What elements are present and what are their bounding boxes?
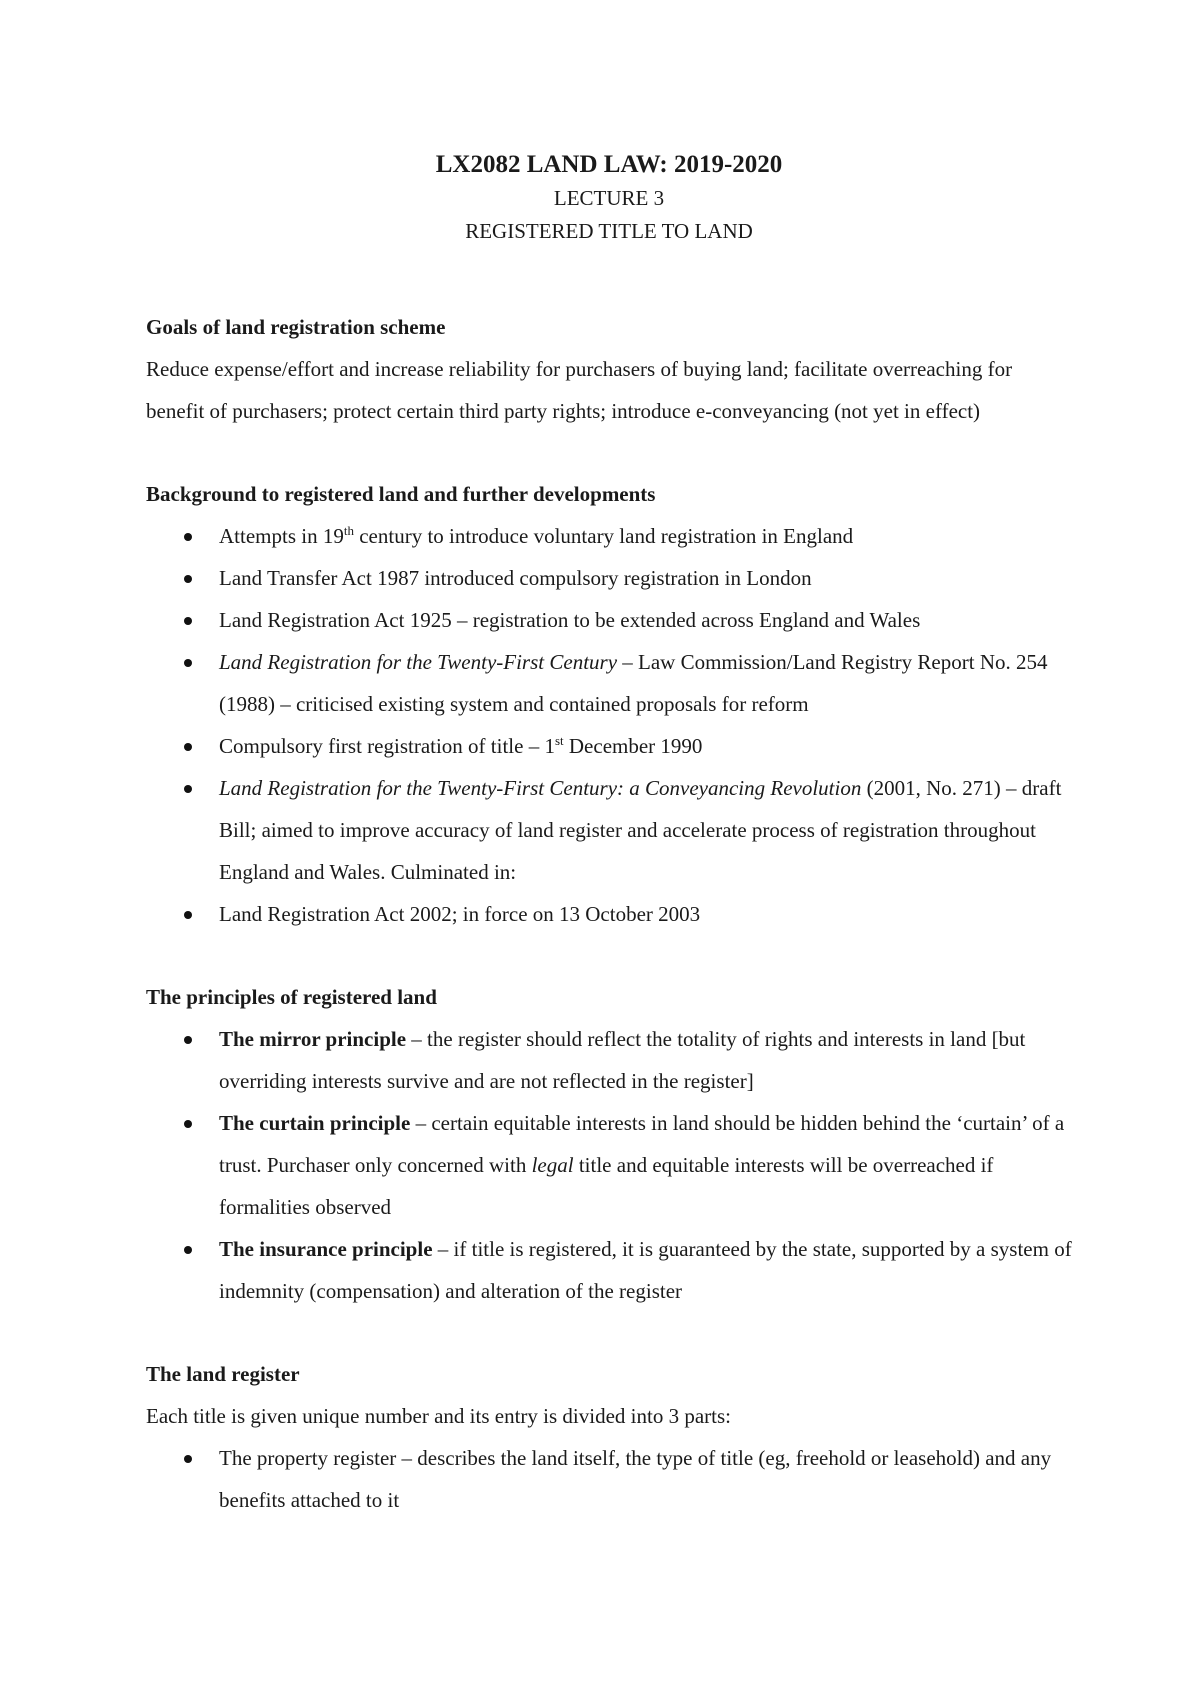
list-item — [146, 767, 1072, 893]
list-item — [146, 725, 1072, 767]
bullet-icon — [184, 743, 192, 751]
item-text: Land Registration Act 1925 – registration to be extended across England and Wales — [219, 608, 921, 632]
report-title: Land Registration for the Twenty-First Century — [219, 650, 618, 674]
section-goals — [146, 306, 1072, 432]
list-item-curtain-principle — [146, 1102, 1072, 1228]
title-block — [146, 148, 1072, 248]
principles-list — [146, 1018, 1072, 1312]
section-heading-principles: The principles of registered land — [146, 985, 437, 1009]
background-list — [146, 515, 1072, 935]
list-item — [146, 1437, 1072, 1521]
section-land-register — [146, 1353, 1072, 1521]
item-text: – the register should reflect the totality of rights and interests in land [but overriding interests survive and are not reflected in the register] — [219, 1027, 1026, 1093]
item-text: The property register – describes the land itself, the type of title (eg, freehold or leasehold) and any benefits attached to it — [219, 1446, 1052, 1512]
bullet-icon — [184, 575, 192, 583]
section-background — [146, 473, 1072, 935]
bullet-icon — [184, 617, 192, 625]
lecture-number: LECTURE 3 — [553, 186, 665, 210]
section-heading-background: Background to registered land and further developments — [146, 482, 656, 506]
list-item — [146, 557, 1072, 599]
land-register-intro: Each title is given unique number and its entry is divided into 3 parts: — [146, 1404, 731, 1428]
principle-term: The curtain principle — [219, 1111, 411, 1135]
item-text: century to introduce voluntary land registration in England — [353, 524, 854, 548]
list-item — [146, 641, 1072, 725]
item-text: – Law Commission/Land Registry Report No. 254 (1988) – criticised existing system and contained proposals for reform — [219, 650, 1048, 716]
goals-paragraph: Reduce expense/effort and increase reliability for purchasers of buying land; facilitate overreaching for benefit of purchasers; protect certain third party rights; introduce e-conveyancing (not yet in effect) — [146, 357, 1013, 423]
report-title: Land Registration for the Twenty-First Century: a Conveyancing Revolution — [219, 776, 862, 800]
land-register-list — [146, 1437, 1072, 1521]
section-heading-land-register: The land register — [146, 1362, 300, 1386]
list-item-mirror-principle — [146, 1018, 1072, 1102]
list-item — [146, 515, 1072, 557]
bullet-icon — [184, 1036, 192, 1044]
item-text: – if title is registered, it is guaranteed by the state, supported by a system of indemnity (compensation) and alteration of the register — [219, 1237, 1072, 1303]
section-principles — [146, 976, 1072, 1312]
bullet-icon — [184, 1120, 192, 1128]
item-text: Attempts in 19 — [219, 524, 344, 548]
item-text: December 1990 — [563, 734, 703, 758]
list-item — [146, 893, 1072, 935]
bullet-icon — [184, 659, 192, 667]
bullet-icon — [184, 1455, 192, 1463]
bullet-icon — [184, 533, 192, 541]
list-item — [146, 599, 1072, 641]
item-text: title and equitable interests will be overreached if formalities observed — [219, 1153, 994, 1219]
item-text: Land Transfer Act 1987 introduced compulsory registration in London — [219, 566, 812, 590]
superscript: th — [343, 523, 354, 538]
list-item-insurance-principle — [146, 1228, 1072, 1312]
bullet-icon — [184, 911, 192, 919]
lecture-subtitle: REGISTERED TITLE TO LAND — [465, 219, 753, 243]
principle-term: The insurance principle — [219, 1237, 433, 1261]
principle-term: The mirror principle — [219, 1027, 407, 1051]
item-text: Compulsory first registration of title – 1 — [219, 734, 555, 758]
document-title: LX2082 LAND LAW: 2019-2020 — [435, 151, 783, 178]
bullet-icon — [184, 1246, 192, 1254]
superscript: st — [554, 733, 564, 748]
emphasis: legal — [531, 1153, 574, 1177]
section-heading-goals: Goals of land registration scheme — [146, 315, 446, 339]
item-text: (2001, No. 271) – draft Bill; aimed to improve accuracy of land register and accelerate process of registration throughout England and Wales. Culminated in: — [219, 776, 1062, 884]
bullet-icon — [184, 785, 192, 793]
item-text: – certain equitable interests in land should be hidden behind the ‘curtain’ of a trust. Purchaser only concerned with — [219, 1111, 1065, 1177]
item-text: Land Registration Act 2002; in force on 13 October 2003 — [219, 902, 701, 926]
